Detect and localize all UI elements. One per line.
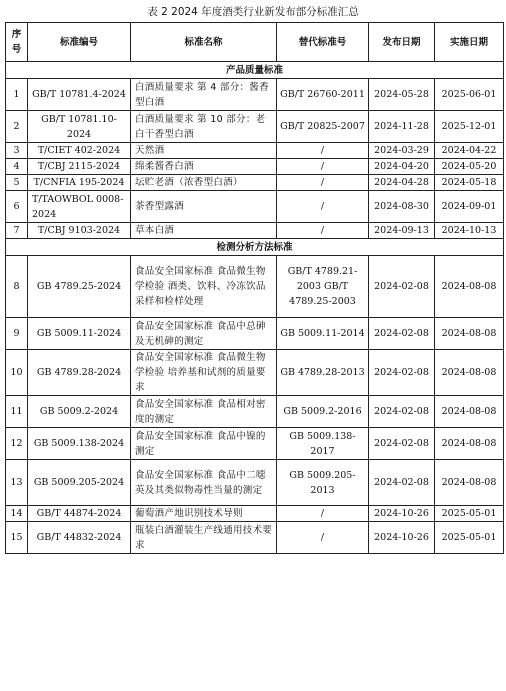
cell-effective: 2024-08-08	[435, 256, 504, 318]
cell-publish: 2024-04-20	[369, 159, 435, 175]
cell-replaced: GB/T 4789.21-2003 GB/T 4789.25-2003	[277, 256, 369, 318]
cell-effective: 2024-08-08	[435, 318, 504, 350]
cell-name: 食品安全国家标准 食品微生物学检验 培养基和试剂的质量要求	[131, 350, 277, 396]
cell-name: 食品安全国家标准 食品中总砷及无机砷的测定	[131, 318, 277, 350]
cell-code: T/CNFIA 195-2024	[28, 175, 131, 191]
cell-name: 食品安全国家标准 食品相对密度的测定	[131, 396, 277, 428]
cell-code: T/TAOWBOL 0008-2024	[28, 191, 131, 223]
cell-code: GB 5009.11-2024	[28, 318, 131, 350]
cell-no: 2	[6, 111, 28, 143]
cell-replaced: GB/T 26760-2011	[277, 79, 369, 111]
cell-replaced: GB 5009.138-2017	[277, 428, 369, 460]
cell-effective: 2024-09-01	[435, 191, 504, 223]
cell-no: 5	[6, 175, 28, 191]
cell-publish: 2024-05-28	[369, 79, 435, 111]
cell-no: 9	[6, 318, 28, 350]
cell-code: GB 5009.205-2024	[28, 460, 131, 506]
cell-effective: 2024-05-20	[435, 159, 504, 175]
cell-replaced: GB 5009.2-2016	[277, 396, 369, 428]
cell-publish: 2024-02-08	[369, 256, 435, 318]
cell-code: GB 5009.2-2024	[28, 396, 131, 428]
cell-effective: 2024-05-18	[435, 175, 504, 191]
cell-replaced: GB 5009.11-2014	[277, 318, 369, 350]
cell-replaced: /	[277, 159, 369, 175]
cell-effective: 2024-04-22	[435, 143, 504, 159]
cell-code: T/CIET 402-2024	[28, 143, 131, 159]
cell-effective: 2024-10-13	[435, 223, 504, 239]
cell-effective: 2024-08-08	[435, 428, 504, 460]
cell-effective: 2025-12-01	[435, 111, 504, 143]
table-row	[6, 428, 504, 460]
header-publish: 发布日期	[369, 23, 435, 62]
cell-no: 6	[6, 191, 28, 223]
cell-publish: 2024-03-29	[369, 143, 435, 159]
cell-no: 8	[6, 256, 28, 318]
section-row	[6, 62, 504, 79]
header-replaced: 替代标准号	[277, 23, 369, 62]
cell-code: T/CBJ 9103-2024	[28, 223, 131, 239]
cell-publish: 2024-02-08	[369, 318, 435, 350]
table-row	[6, 256, 504, 318]
cell-no: 1	[6, 79, 28, 111]
cell-replaced: /	[277, 175, 369, 191]
cell-publish: 2024-02-08	[369, 428, 435, 460]
cell-publish: 2024-11-28	[369, 111, 435, 143]
cell-name: 绵柔酱香白酒	[131, 159, 277, 175]
cell-name: 白酒质量要求 第 10 部分：老白干香型白酒	[131, 111, 277, 143]
table-caption: 表 2 2024 年度酒类行业新发布部分标准汇总	[147, 6, 359, 18]
table-row	[6, 143, 504, 159]
header-code: 标准编号	[28, 23, 131, 62]
table-body	[6, 62, 504, 554]
cell-name: 天然酒	[131, 143, 277, 159]
cell-publish: 2024-04-28	[369, 175, 435, 191]
table-header-row	[6, 23, 504, 62]
cell-code: GB 4789.25-2024	[28, 256, 131, 318]
table-row	[6, 223, 504, 239]
cell-replaced: /	[277, 522, 369, 554]
standards-table	[5, 22, 504, 554]
header-effective: 实施日期	[435, 23, 504, 62]
cell-replaced: /	[277, 506, 369, 522]
cell-no: 10	[6, 350, 28, 396]
table-row	[6, 191, 504, 223]
cell-name: 食品安全国家标准 食品中二噁英及其类似物毒性当量的测定	[131, 460, 277, 506]
cell-name: 茶香型露酒	[131, 191, 277, 223]
cell-publish: 2024-02-08	[369, 460, 435, 506]
cell-publish: 2024-10-26	[369, 522, 435, 554]
table-row	[6, 396, 504, 428]
cell-name: 食品安全国家标准 食品中镍的测定	[131, 428, 277, 460]
cell-replaced: /	[277, 143, 369, 159]
cell-replaced: /	[277, 223, 369, 239]
cell-replaced: GB 4789.28-2013	[277, 350, 369, 396]
header-name: 标准名称	[131, 23, 277, 62]
cell-name: 白酒质量要求 第 4 部分：酱香型白酒	[131, 79, 277, 111]
cell-publish: 2024-09-13	[369, 223, 435, 239]
cell-publish: 2024-10-26	[369, 506, 435, 522]
cell-effective: 2024-08-08	[435, 460, 504, 506]
cell-effective: 2025-05-01	[435, 506, 504, 522]
table-row	[6, 111, 504, 143]
cell-publish: 2024-02-08	[369, 350, 435, 396]
table-row	[6, 175, 504, 191]
section-title: 产品质量标准	[6, 62, 504, 79]
cell-name: 葡萄酒产地识别技术导则	[131, 506, 277, 522]
cell-name: 草本白酒	[131, 223, 277, 239]
cell-publish: 2024-08-30	[369, 191, 435, 223]
cell-code: GB 5009.138-2024	[28, 428, 131, 460]
cell-no: 12	[6, 428, 28, 460]
cell-no: 3	[6, 143, 28, 159]
cell-no: 13	[6, 460, 28, 506]
section-title: 检测分析方法标准	[6, 239, 504, 256]
cell-replaced: GB 5009.205-2013	[277, 460, 369, 506]
table-row	[6, 350, 504, 396]
table-row	[6, 506, 504, 522]
table-row	[6, 79, 504, 111]
cell-no: 15	[6, 522, 28, 554]
cell-replaced: /	[277, 191, 369, 223]
table-row	[6, 318, 504, 350]
cell-name: 坛贮老酒（浓香型白酒）	[131, 175, 277, 191]
table-row	[6, 159, 504, 175]
cell-code: T/CBJ 2115-2024	[28, 159, 131, 175]
cell-effective: 2025-06-01	[435, 79, 504, 111]
table-row	[6, 460, 504, 506]
cell-no: 14	[6, 506, 28, 522]
cell-effective: 2025-05-01	[435, 522, 504, 554]
cell-code: GB/T 10781.10-2024	[28, 111, 131, 143]
cell-effective: 2024-08-08	[435, 350, 504, 396]
cell-publish: 2024-02-08	[369, 396, 435, 428]
table-row	[6, 522, 504, 554]
cell-code: GB/T 44874-2024	[28, 506, 131, 522]
section-row	[6, 239, 504, 256]
cell-effective: 2024-08-08	[435, 396, 504, 428]
cell-name: 食品安全国家标准 食品微生物学检验 酒类、饮料、冷冻饮品采样和检样处理	[131, 256, 277, 318]
cell-code: GB/T 10781.4-2024	[28, 79, 131, 111]
header-no: 序号	[6, 23, 28, 62]
cell-code: GB 4789.28-2024	[28, 350, 131, 396]
cell-replaced: GB/T 20825-2007	[277, 111, 369, 143]
cell-code: GB/T 44832-2024	[28, 522, 131, 554]
cell-no: 11	[6, 396, 28, 428]
cell-name: 瓶装白酒灌装生产线通用技术要求	[131, 522, 277, 554]
cell-no: 4	[6, 159, 28, 175]
cell-no: 7	[6, 223, 28, 239]
